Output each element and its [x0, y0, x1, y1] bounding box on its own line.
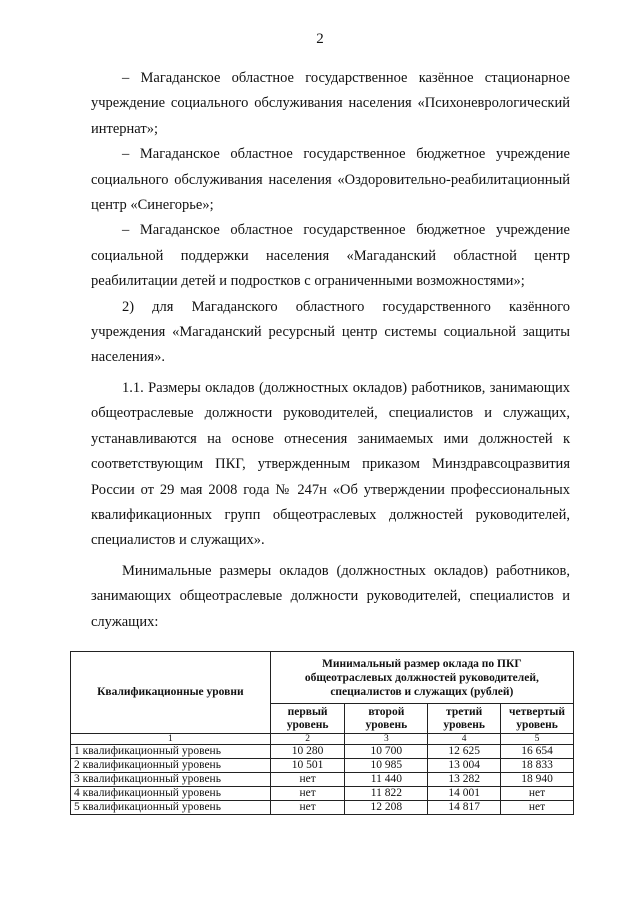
body-text: [91, 66, 570, 635]
cell-value: 13 004: [428, 759, 501, 773]
paragraph-item-2: 2) для Магаданского областного государственного казённого учреждения «Магаданский ресурсный центр системы социальной защиты населения».: [91, 298, 570, 366]
paragraph-list-item-2: – Магаданское областное государственное бюджетное учреждение социального обслуживания населения «Оздоровительно-реабилитационный центр «Синегорье»;: [91, 146, 570, 214]
paragraph-table-intro: Минимальные размеры окладов (должностных окладов) работников, занимающих общеотраслевые должности руководителей, специалистов и служащих:: [91, 562, 570, 630]
table-header-row: [71, 652, 574, 704]
row-label: 3 квалификационный уровень: [71, 773, 271, 787]
cell-value: 10 700: [345, 745, 428, 759]
table-row: [71, 759, 574, 773]
cell-value: 10 985: [345, 759, 428, 773]
cell-value: 18 833: [501, 759, 574, 773]
row-label: 2 квалификационный уровень: [71, 759, 271, 773]
salary-table: [70, 651, 574, 815]
header-level-4: четвертый уровень: [501, 704, 574, 734]
cell-value: нет: [270, 773, 345, 787]
page-number: 2: [316, 31, 324, 47]
table-row: [71, 787, 574, 801]
cell-value: 12 208: [345, 801, 428, 815]
cell-value: 18 940: [501, 773, 574, 787]
header-level-2: второй уровень: [345, 704, 428, 734]
paragraph-list-item-3: – Магаданское областное государственное бюджетное учреждение социальной поддержки населения «Магаданский областной центр реабилитации детей и подростков с ограниченными возможностями»;: [91, 222, 570, 290]
table-row: [71, 801, 574, 815]
column-index: 4: [428, 734, 501, 745]
column-index: 3: [345, 734, 428, 745]
header-qualification-levels: Квалификационные уровни: [71, 652, 271, 734]
cell-value: нет: [501, 801, 574, 815]
header-level-1: первый уровень: [270, 704, 345, 734]
paragraph-1-1: 1.1. Размеры окладов (должностных окладов) работников, занимающих общеотраслевые должности руководителей, специалистов и служащих, устанавливаются на основе отнесения занимаемых ими должностей к соответствующим ПКГ, утвержденным приказом Минздравсоцразвития России от 29 мая 2008 года № 247н «Об утверждении профессиональных квалификационных групп общеотраслевых должностей руководителей, специалистов и служащих».: [91, 379, 570, 549]
header-min-salary-group: Минимальный размер оклада по ПКГ общеотраслевых должностей руководителей, специалистов и служащих (рублей): [270, 652, 573, 704]
row-label: 5 квалификационный уровень: [71, 801, 271, 815]
cell-value: 14 817: [428, 801, 501, 815]
row-label: 4 квалификационный уровень: [71, 787, 271, 801]
cell-value: 10 501: [270, 759, 345, 773]
cell-value: 10 280: [270, 745, 345, 759]
column-index: 2: [270, 734, 345, 745]
cell-value: 14 001: [428, 787, 501, 801]
cell-value: 12 625: [428, 745, 501, 759]
paragraph-list-item-1: – Магаданское областное государственное казённое стационарное учреждение социального обслуживания населения «Психоневрологический интернат»;: [91, 70, 570, 137]
column-index: 1: [71, 734, 271, 745]
cell-value: 16 654: [501, 745, 574, 759]
cell-value: 13 282: [428, 773, 501, 787]
cell-value: нет: [501, 787, 574, 801]
cell-value: нет: [270, 787, 345, 801]
header-level-3: третий уровень: [428, 704, 501, 734]
cell-value: нет: [270, 801, 345, 815]
cell-value: 11 440: [345, 773, 428, 787]
row-label: 1 квалификационный уровень: [71, 745, 271, 759]
table-index-row: [71, 734, 574, 745]
table-row: [71, 773, 574, 787]
table-row: [71, 745, 574, 759]
column-index: 5: [501, 734, 574, 745]
cell-value: 11 822: [345, 787, 428, 801]
